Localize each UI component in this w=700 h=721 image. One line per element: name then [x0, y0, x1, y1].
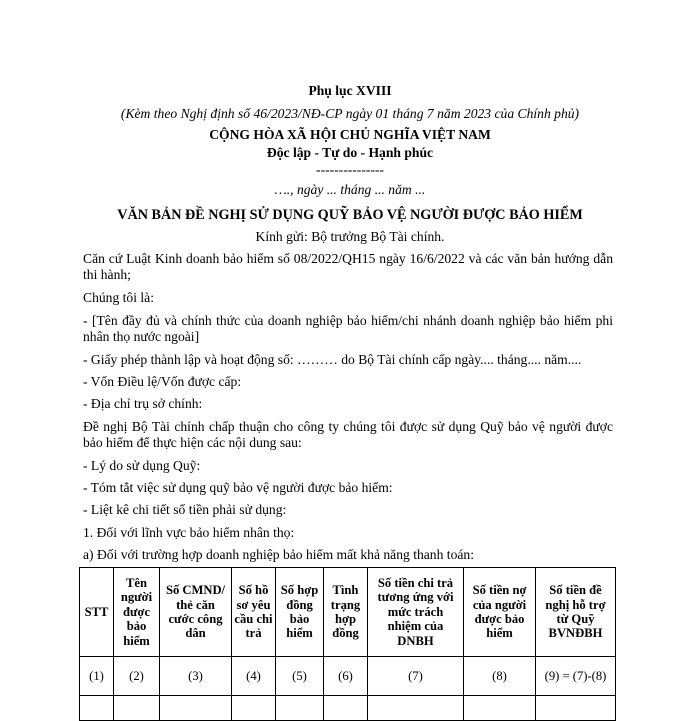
table-empty-cell [536, 696, 616, 721]
table-header-row [80, 568, 616, 657]
table-empty-cell [80, 696, 114, 721]
table-index-cell: (6) [324, 657, 368, 696]
table-header-cell: Số tiền đề nghị hỗ trợ từ Quỹ BVNĐBH [536, 568, 616, 657]
table-header-cell: Số tiền nợ của người được bảo hiểm [464, 568, 536, 657]
table-index-cell: (3) [160, 657, 232, 696]
table-index-row [80, 657, 616, 696]
table-header-cell: Tên người được bảo hiểm [114, 568, 160, 657]
table-empty-cell [276, 696, 324, 721]
payout-table [79, 567, 616, 721]
table-empty-cell [368, 696, 464, 721]
table-empty-cell [232, 696, 276, 721]
appendix-title: Phụ lục XVIII [308, 83, 392, 98]
table-index-cell: (7) [368, 657, 464, 696]
table-header-cell: Số CMND/ thẻ căn cước công dân [160, 568, 232, 657]
document-title: VĂN BẢN ĐỀ NGHỊ SỬ DỤNG QUỸ BẢO VỆ NGƯỜI ĐƯỢC BẢO HIỂM [117, 207, 583, 223]
recipient-line: Kính gửi: Bộ trưởng Bộ Tài chính. [255, 229, 445, 244]
table-empty-cell [160, 696, 232, 721]
table-empty-cell [114, 696, 160, 721]
table-empty-cell [464, 696, 536, 721]
life-insurance-heading: 1. Đối với lĩnh vực bảo hiểm nhân thọ: [83, 525, 295, 540]
national-motto: Độc lập - Tự do - Hạnh phúc [266, 145, 434, 160]
table-index-cell: (1) [80, 657, 114, 696]
table-empty-cell [324, 696, 368, 721]
license-line: - Giấy phép thành lập và hoạt động số: ……… do Bộ Tài chính cấp ngày.... tháng.... năm.... [83, 352, 582, 367]
table-header-cell: Số hợp đồng bảo hiểm [276, 568, 324, 657]
summary-line: - Tóm tắt việc sử dụng quỹ bảo vệ người được bảo hiểm: [83, 480, 393, 495]
date-line: …., ngày ... tháng ... năm ... [274, 182, 426, 197]
request-paragraph: Đề nghị Bộ Tài chính chấp thuận cho công ty chúng tôi được sử dụng Quỹ bảo vệ người được bảo hiểm để thực hiện các nội dung sau: [83, 419, 613, 451]
table-index-cell: (9) = (7)-(8) [536, 657, 616, 696]
capital-line: - Vốn Điều lệ/Vốn được cấp: [83, 374, 242, 389]
intro-line: Chúng tôi là: [83, 290, 154, 305]
legal-basis-paragraph: Căn cứ Luật Kinh doanh bảo hiểm số 08/2022/QH15 ngày 16/6/2022 và các văn bản hướng dẫn thi hành; [83, 251, 613, 283]
table-index-cell: (5) [276, 657, 324, 696]
reason-line: - Lý do sử dụng Quỹ: [83, 458, 201, 473]
insolvency-heading: a) Đối với trường hợp doanh nghiệp bảo hiểm mất khả năng thanh toán: [83, 547, 474, 562]
company-name-line: - [Tên đầy đủ và chính thức của doanh nghiệp bảo hiểm/chi nhánh doanh nghiệp bảo hiểm phi nhân thọ nước ngoài] [83, 313, 613, 345]
table-index-cell: (4) [232, 657, 276, 696]
table-header-cell: Tình trạng hợp đồng [324, 568, 368, 657]
table-index-cell: (2) [114, 657, 160, 696]
table-header-cell: STT [80, 568, 114, 657]
decree-note: (Kèm theo Nghị định số 46/2023/NĐ-CP ngày 01 tháng 7 năm 2023 của Chính phủ) [120, 106, 580, 121]
table-empty-row [80, 696, 616, 721]
national-name: CỘNG HÒA XÃ HỘI CHỦ NGHĨA VIỆT NAM [209, 127, 491, 142]
table-header-cell: Số tiền chi trả tương ứng với mức trách nhiệm của DNBH [368, 568, 464, 657]
table-index-cell: (8) [464, 657, 536, 696]
table-header-cell: Số hồ sơ yêu cầu chi trả [232, 568, 276, 657]
address-line: - Địa chỉ trụ sở chính: [83, 396, 203, 411]
header-divider: --------------- [316, 162, 384, 177]
amount-list-line: - Liệt kê chi tiết số tiền phải sử dụng: [83, 502, 287, 517]
